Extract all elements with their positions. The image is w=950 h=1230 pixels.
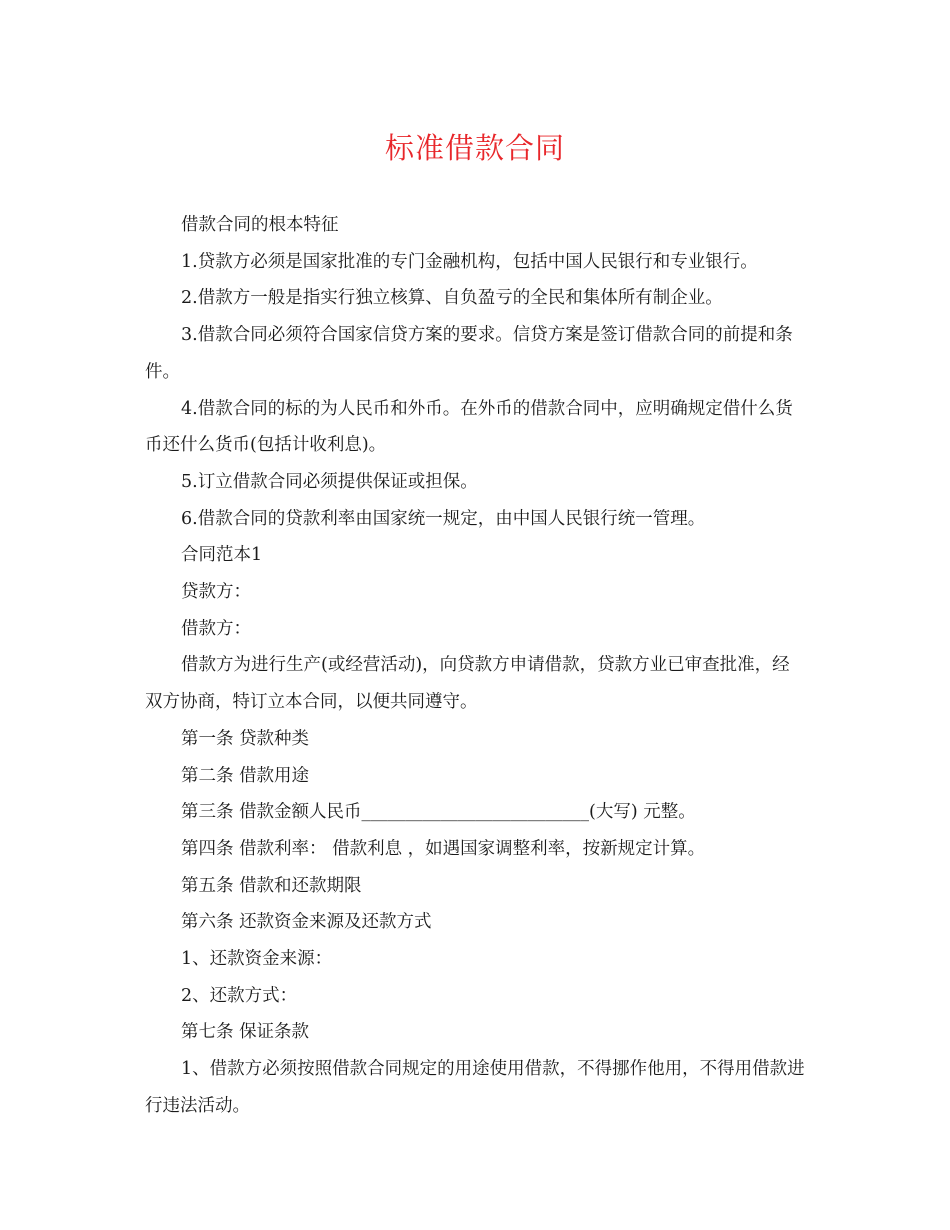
paragraph: 借款方为进行生产(或经营活动)，向贷款方申请借款，贷款方业已审查批准，经双方协商，特订立本合同，以便共同遵守。 — [145, 655, 790, 713]
paragraph: 1、借款方必须按照借款合同规定的用途使用借款，不得挪作他用，不得用借款进行违法活动。 — [145, 1059, 805, 1116]
article-7: 第七条 保证条款 — [181, 1022, 310, 1043]
paragraph: 1.贷款方必须是国家批准的专门金融机构，包括中国人民银行和专业银行。 — [181, 251, 758, 272]
document-body — [145, 207, 805, 1125]
paragraph: 3.借款合同必须符合国家信贷方案的要求。信贷方案是签订借款合同的前提和条件。 — [145, 325, 793, 382]
paragraph: 2.借款方一般是指实行独立核算、自负盈亏的全民和集体所有制企业。 — [181, 288, 723, 309]
document-title: 标准借款合同 — [384, 131, 565, 165]
article-1: 第一条 贷款种类 — [181, 728, 310, 749]
borrower-line: 借款方： — [181, 618, 251, 639]
paragraph: 合同范本1 — [181, 545, 263, 566]
paragraph: 1、还款资金来源： — [181, 949, 333, 970]
article-3: 第三条 借款金额人民币__________________________(大写) 元整。 — [181, 802, 696, 823]
article-2: 第二条 借款用途 — [181, 765, 310, 786]
paragraph-heading: 借款合同的根本特征 — [181, 215, 339, 235]
article-4: 第四条 借款利率： 借款利息 ，如遇国家调整利率，按新规定计算。 — [181, 838, 706, 859]
paragraph: 6.借款合同的贷款利率由国家统一规定，由中国人民银行统一管理。 — [181, 508, 706, 529]
paragraph: 4.借款合同的标的为人民币和外币。在外币的借款合同中，应明确规定借什么货币还什么货币(包括计收利息)。 — [145, 398, 793, 456]
lender-line: 贷款方： — [181, 582, 251, 603]
article-6: 第六条 还款资金来源及还款方式 — [181, 912, 432, 933]
paragraph: 5.订立借款合同必须提供保证或担保。 — [181, 471, 478, 492]
paragraph: 2、还款方式： — [181, 985, 298, 1006]
article-5: 第五条 借款和还款期限 — [181, 875, 362, 896]
